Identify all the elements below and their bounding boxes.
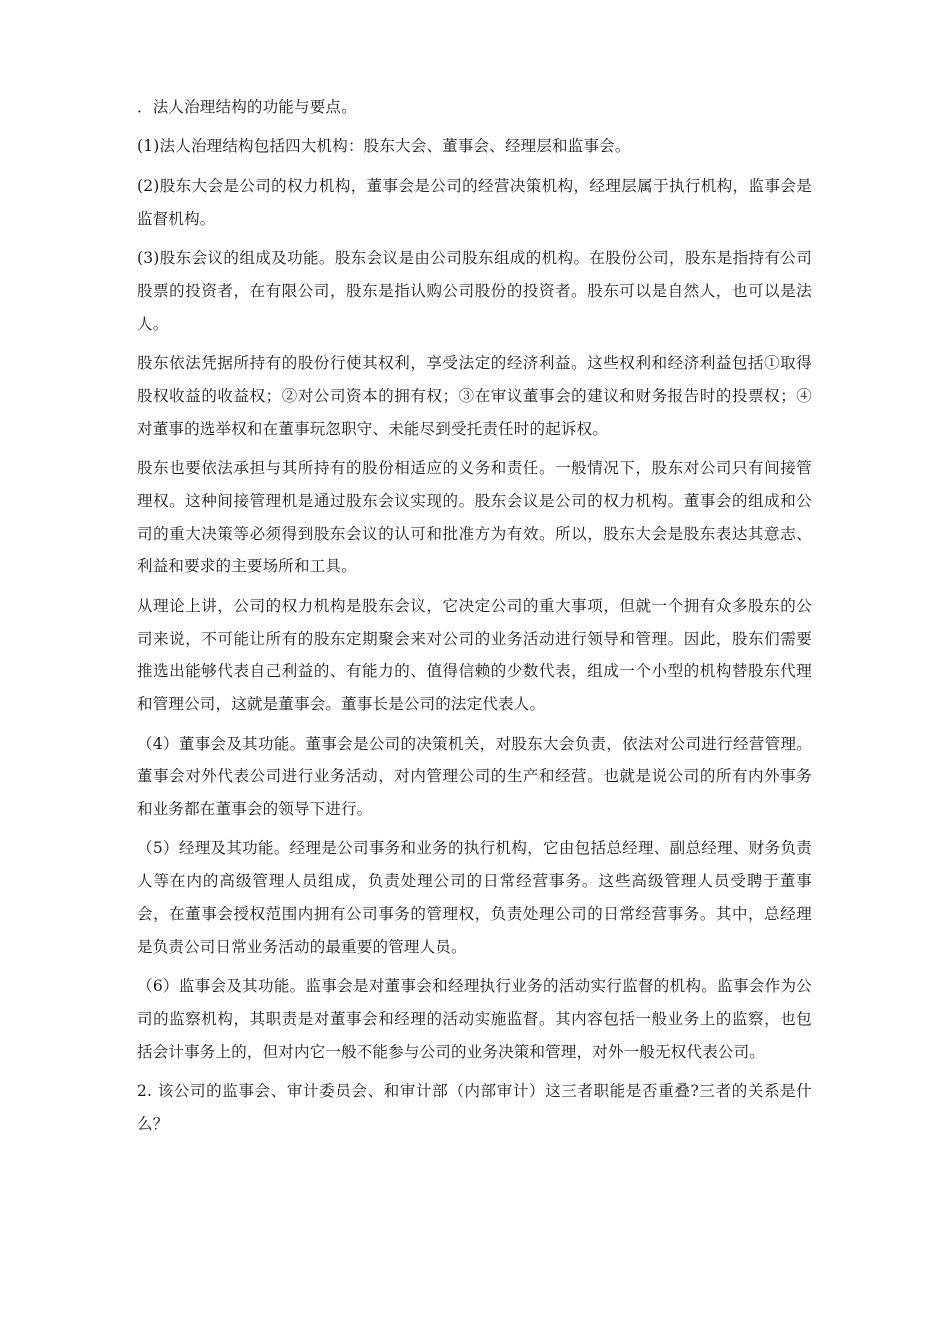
paragraph-point-3: (3)股东会议的组成及功能。股东会议是由公司股东组成的机构。在股份公司，股东是指持有公司股票的投资者，在有限公司，股东是指认购公司股份的投资者。股东可以是自然人，也可以是法人。	[137, 248, 812, 333]
section-heading: ．法人治理结构的功能与要点。	[137, 98, 357, 116]
paragraph-point-4: （4）董事会及其功能。董事会是公司的决策机关，对股东大会负责，依法对公司进行经营管理。董事会对外代表公司进行业务活动，对内管理公司的生产和经营。也就是说公司的所有内外事务和业务都在董事会的领导下进行。	[137, 734, 812, 819]
paragraph-board-theory: 从理论上讲，公司的权力机构是股东会议，它决定公司的重大事项，但就一个拥有众多股东的公司来说，不可能让所有的股东定期聚会来对公司的业务活动进行领导和管理。因此，股东们需要推选出能够代表自己利益的、有能力的、值得信赖的少数代表，组成一个小型的机构替股东代理和管理公司，这就是董事会。董事长是公司的法定代表人。	[137, 596, 812, 714]
paragraph-point-1: (1)法人治理结构包括四大机构：股东大会、董事会、经理层和监事会。	[137, 137, 631, 156]
paragraph-shareholder-duties: 股东也要依法承担与其所持有的股份相适应的义务和责任。一般情况下，股东对公司只有间接管理权。这种间接管理机是通过股东会议实现的。股东会议是公司的权力机构。董事会的组成和公司的重大决策等必须得到股东会议的认可和批准方为有效。所以，股东大会是股东表达其意志、利益和要求的主要场所和工具。	[137, 458, 812, 576]
document-page	[137, 91, 812, 1147]
paragraph-point-2: (2)股东大会是公司的权力机构，董事会是公司的经营决策机构，经理层属于执行机构，监事会是监督机构。	[137, 176, 812, 228]
paragraph-point-6: （6）监事会及其功能。监事会是对董事会和经理执行业务的活动实行监督的机构。监事会作为公司的监察机构，其职责是对董事会和经理的活动实施监督。其内容包括一般业务上的监察，也包括会计事务上的，但对内它一般不能参与公司的业务决策和管理，对外一般无权代表公司。	[137, 977, 812, 1061]
paragraph-point-5: （5）经理及其功能。经理是公司事务和业务的执行机构，它由包括总经理、副总经理、财务负责人等在内的高级管理人员组成，负责处理公司的日常经营事务。这些高级管理人员受聘于董事会，在董事会授权范围内拥有公司事务的管理权，负责处理公司的日常经营事务。其中，总经理是负责公司日常业务活动的最重要的管理人员。	[137, 839, 812, 956]
question-2: 2. 该公司的监事会、审计委员会、和审计部（内部审计）这三者职能是否重叠?三者的关系是什么？	[137, 1082, 812, 1134]
paragraph-shareholder-rights: 股东依法凭据所持有的股份行使其权利，享受法定的经济利益。这些权利和经济利益包括①取得股权收益的收益权；②对公司资本的拥有权；③在审议董事会的建议和财务报告时的投票权；④对董事的选举权和在董事玩忽职守、未能尽到受托责任时的起诉权。	[137, 353, 812, 438]
